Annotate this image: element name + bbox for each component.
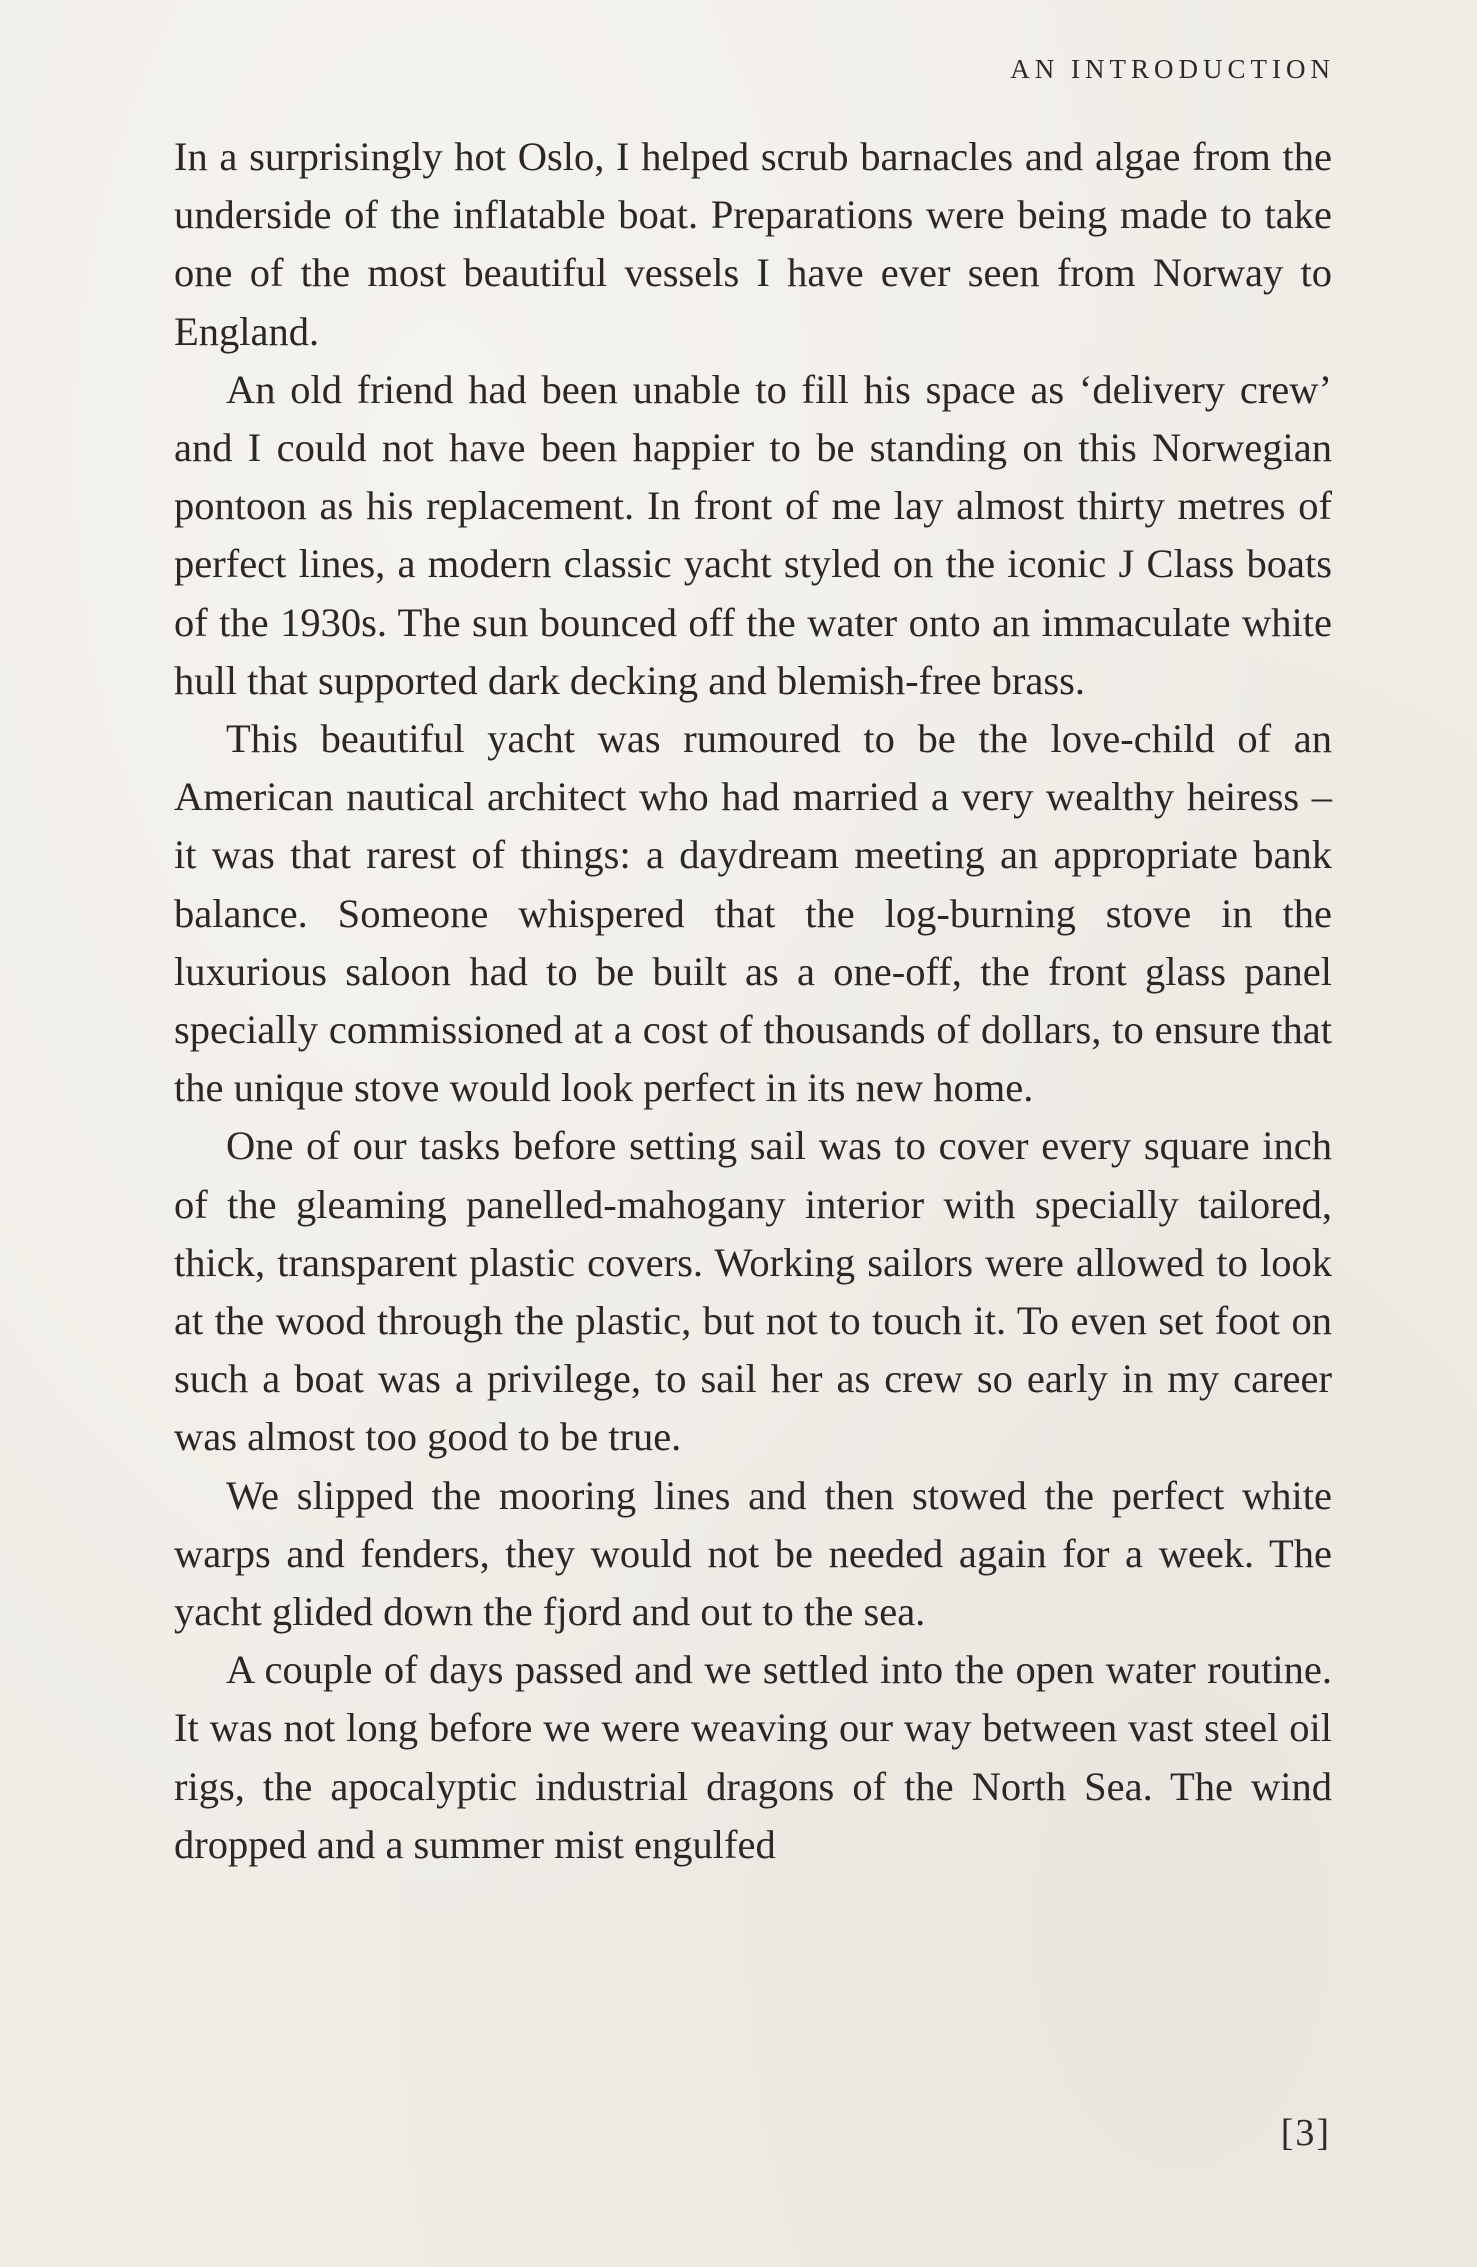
- page-number: [3]: [1280, 2112, 1331, 2154]
- body-text: [174, 128, 1332, 1874]
- paragraph: We slipped the mooring lines and then stowed the perfect white warps and fenders, they would not be needed again for a week. The yacht glided down the fjord and out to the sea.: [174, 1472, 1332, 1635]
- paragraph: A couple of days passed and we settled into the open water routine. It was not long before we were weaving our way between vast steel oil rigs, the apocalyptic industrial dragons of the North Sea. The wind dropped and a summer mist engulfed: [174, 1647, 1332, 1867]
- running-head: AN INTRODUCTION: [1010, 54, 1335, 84]
- paragraph: One of our tasks before setting sail was to cover every square inch of the gleaming panelled-mahogany interior with specially tailored, thick, transparent plastic covers. Working sailors were allowed to look at the wood through the plastic, but not to touch it. To even set foot on such a boat was a privilege, to sail her as crew so early in my career was almost too good to be true.: [174, 1123, 1332, 1460]
- paragraph: In a surprisingly hot Oslo, I helped scrub barnacles and algae from the underside of the inflatable boat. Preparations were being made to take one of the most beautiful vessels I have ever seen from Norway to England.: [174, 134, 1332, 354]
- paragraph: This beautiful yacht was rumoured to be the love-child of an American nautical architect who had married a very wealthy heiress – it was that rarest of things: a daydream meeting an appropriate bank balance. Someone whispered that the log-burning stove in the luxurious saloon had to be built as a one-off, the front glass panel specially commissioned at a cost of thousands of dollars, to ensure that the unique stove would look perfect in its new home.: [174, 716, 1332, 1111]
- paragraph: An old friend had been unable to fill his space as ‘delivery crew’ and I could not have been happier to be standing on this Norwegian pontoon as his replacement. In front of me lay almost thirty metres of perfect lines, a modern classic yacht styled on the iconic J Class boats of the 1930s. The sun bounced off the water onto an immaculate white hull that supported dark decking and blemish-free brass.: [174, 366, 1332, 703]
